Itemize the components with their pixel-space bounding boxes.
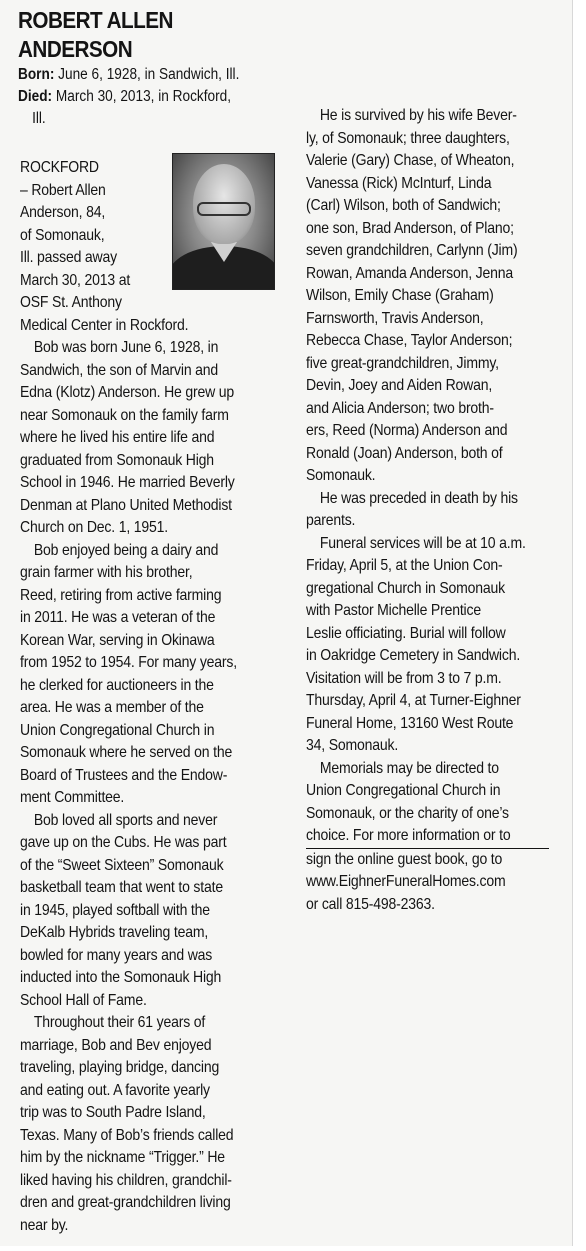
- text-line: Funeral Home, 13160 West Route: [306, 714, 514, 732]
- text-line: Memorials may be directed to: [306, 759, 499, 777]
- died-line: [18, 86, 264, 108]
- text-line: or call 815-498-2363.: [306, 895, 435, 913]
- text-line: Thursday, April 4, at Turner-Eighner: [306, 692, 521, 709]
- text-line: (Carl) Wilson, both of Sandwich;: [306, 197, 501, 214]
- text-line: Rowan, Amanda Anderson, Jenna: [306, 264, 514, 282]
- text-line: Anderson, 84,: [20, 204, 106, 221]
- text-line: area. He was a member of the: [20, 699, 204, 716]
- text-line: Farnsworth, Travis Anderson,: [306, 309, 484, 327]
- text-line: with Pastor Michelle Prentice: [306, 602, 481, 619]
- text-line: near Somonauk on the family farm: [20, 406, 229, 424]
- text-line: and eating out. A favorite yearly: [20, 1081, 210, 1099]
- text-line: He is survived by his wife Bever-: [306, 107, 517, 124]
- text-line: Union Congregational Church in: [20, 721, 215, 739]
- text-line: from 1952 to 1954. For many years,: [20, 654, 237, 671]
- died-text-cont: Ill.: [32, 110, 46, 127]
- died-label: Died:: [18, 88, 53, 105]
- text-line: 34, Somonauk.: [306, 737, 399, 754]
- text-line: Funeral services will be at 10 a.m.: [306, 534, 526, 552]
- text-line: dren and great-grandchildren living: [20, 1194, 231, 1211]
- text-line: sign the online guest book, go to: [306, 850, 503, 868]
- text-line: Korean War, serving in Okinawa: [20, 631, 215, 649]
- text-line: of Somonauk,: [20, 226, 105, 244]
- text-line: Bob loved all sports and never: [20, 811, 218, 829]
- text-line: parents.: [306, 512, 356, 529]
- name-line-1: ROBERT ALLEN: [18, 7, 173, 33]
- text-line: near by.: [20, 1216, 69, 1234]
- text-line: grain farmer with his brother,: [20, 564, 193, 581]
- text-line: Bob enjoyed being a dairy and: [20, 541, 219, 559]
- text-line: Throughout their 61 years of: [20, 1014, 206, 1031]
- text-line: and Alicia Anderson; two broth-: [306, 399, 494, 417]
- text-line: Medical Center in Rockford.: [20, 316, 189, 334]
- text-line: Somonauk.: [306, 467, 376, 484]
- text-line: Devin, Joey and Aiden Rowan,: [306, 377, 493, 394]
- text-line: Bob was born June 6, 1928, in: [20, 339, 219, 356]
- text-line: choice. For more information or to: [306, 825, 549, 849]
- right-column-text: [306, 105, 576, 916]
- text-line: OSF St. Anthony: [20, 294, 122, 311]
- text-line: ROCKFORD: [20, 159, 99, 176]
- text-line: Reed, retiring from active farming: [20, 586, 222, 604]
- text-line: March 30, 2013 at: [20, 271, 131, 289]
- text-line: seven grandchildren, Carlynn (Jim): [306, 242, 518, 259]
- text-line: trip was to South Padre Island,: [20, 1104, 206, 1121]
- text-line: traveling, playing bridge, dancing: [20, 1059, 220, 1076]
- text-line: liked having his children, grandchil-: [20, 1171, 232, 1189]
- text-line: Union Congregational Church in: [306, 782, 501, 799]
- text-line: Sandwich, the son of Marvin and: [20, 361, 219, 379]
- text-line: Wilson, Emily Chase (Graham): [306, 287, 494, 304]
- text-line: – Robert Allen: [20, 181, 106, 199]
- left-column-text: [20, 157, 304, 1237]
- torn-edge: [572, 0, 586, 1251]
- text-line: Ill. passed away: [20, 249, 117, 266]
- text-line: Board of Trustees and the Endow-: [20, 766, 228, 784]
- name-line-2: ANDERSON: [18, 36, 133, 62]
- text-line: marriage, Bob and Bev enjoyed: [20, 1036, 212, 1054]
- text-line: one son, Brad Anderson, of Plano;: [306, 219, 514, 237]
- obituary-header: [18, 6, 298, 130]
- text-line: He was preceded in death by his: [306, 489, 518, 507]
- text-line: ly, of Somonauk; three daughters,: [306, 129, 510, 147]
- text-line: Denman at Plano United Methodist: [20, 496, 232, 514]
- text-line: Rebecca Chase, Taylor Anderson;: [306, 332, 513, 349]
- text-line: Church on Dec. 1, 1951.: [20, 519, 168, 536]
- text-line: in Oakridge Cemetery in Sandwich.: [306, 647, 521, 664]
- born-label: Born:: [18, 66, 55, 83]
- text-line: basketball team that went to state: [20, 879, 223, 896]
- text-line: Leslie officiating. Burial will follow: [306, 624, 506, 642]
- text-line: Somonauk, or the charity of one’s: [306, 804, 509, 822]
- text-line: Visitation will be from 3 to 7 p.m.: [306, 669, 502, 687]
- text-line: Somonauk where he served on the: [20, 744, 233, 761]
- text-line: www.EighnerFuneralHomes.com: [306, 873, 506, 890]
- text-line: gave up on the Cubs. He was part: [20, 834, 227, 851]
- text-line: graduated from Somonauk High: [20, 451, 214, 469]
- bottom-edge: [0, 1246, 586, 1251]
- text-line: of the “Sweet Sixteen” Somonauk: [20, 856, 224, 874]
- text-line: ers, Reed (Norma) Anderson and: [306, 422, 508, 439]
- text-line: Ronald (Joan) Anderson, both of: [306, 444, 503, 462]
- text-line: School in 1946. He married Beverly: [20, 474, 235, 491]
- text-line: him by the nickname “Trigger.” He: [20, 1149, 225, 1166]
- text-line: gregational Church in Somonauk: [306, 579, 506, 597]
- died-text: March 30, 2013, in Rockford,: [52, 88, 232, 105]
- text-line: in 2011. He was a veteran of the: [20, 609, 216, 626]
- text-line: in 1945, played softball with the: [20, 901, 210, 919]
- born-text: June 6, 1928, in Sandwich, Ill.: [54, 66, 240, 83]
- died-line-cont: [18, 108, 264, 130]
- text-line: DeKalb Hybrids traveling team,: [20, 924, 209, 941]
- text-line: Valerie (Gary) Chase, of Wheaton,: [306, 152, 515, 169]
- text-line: he clerked for auctioneers in the: [20, 676, 214, 694]
- text-line: Vanessa (Rick) McInturf, Linda: [306, 174, 492, 192]
- text-line: School Hall of Fame.: [20, 991, 147, 1009]
- text-line: ment Committee.: [20, 789, 125, 806]
- text-line: Texas. Many of Bob’s friends called: [20, 1126, 234, 1144]
- text-line: Friday, April 5, at the Union Con-: [306, 557, 503, 574]
- text-line: five great-grandchildren, Jimmy,: [306, 354, 499, 372]
- text-line: where he lived his entire life and: [20, 429, 215, 446]
- text-line: Edna (Klotz) Anderson. He grew up: [20, 384, 235, 401]
- text-line: inducted into the Somonauk High: [20, 969, 222, 986]
- deceased-name: [18, 6, 270, 64]
- born-line: [18, 64, 264, 86]
- text-line: bowled for many years and was: [20, 946, 213, 964]
